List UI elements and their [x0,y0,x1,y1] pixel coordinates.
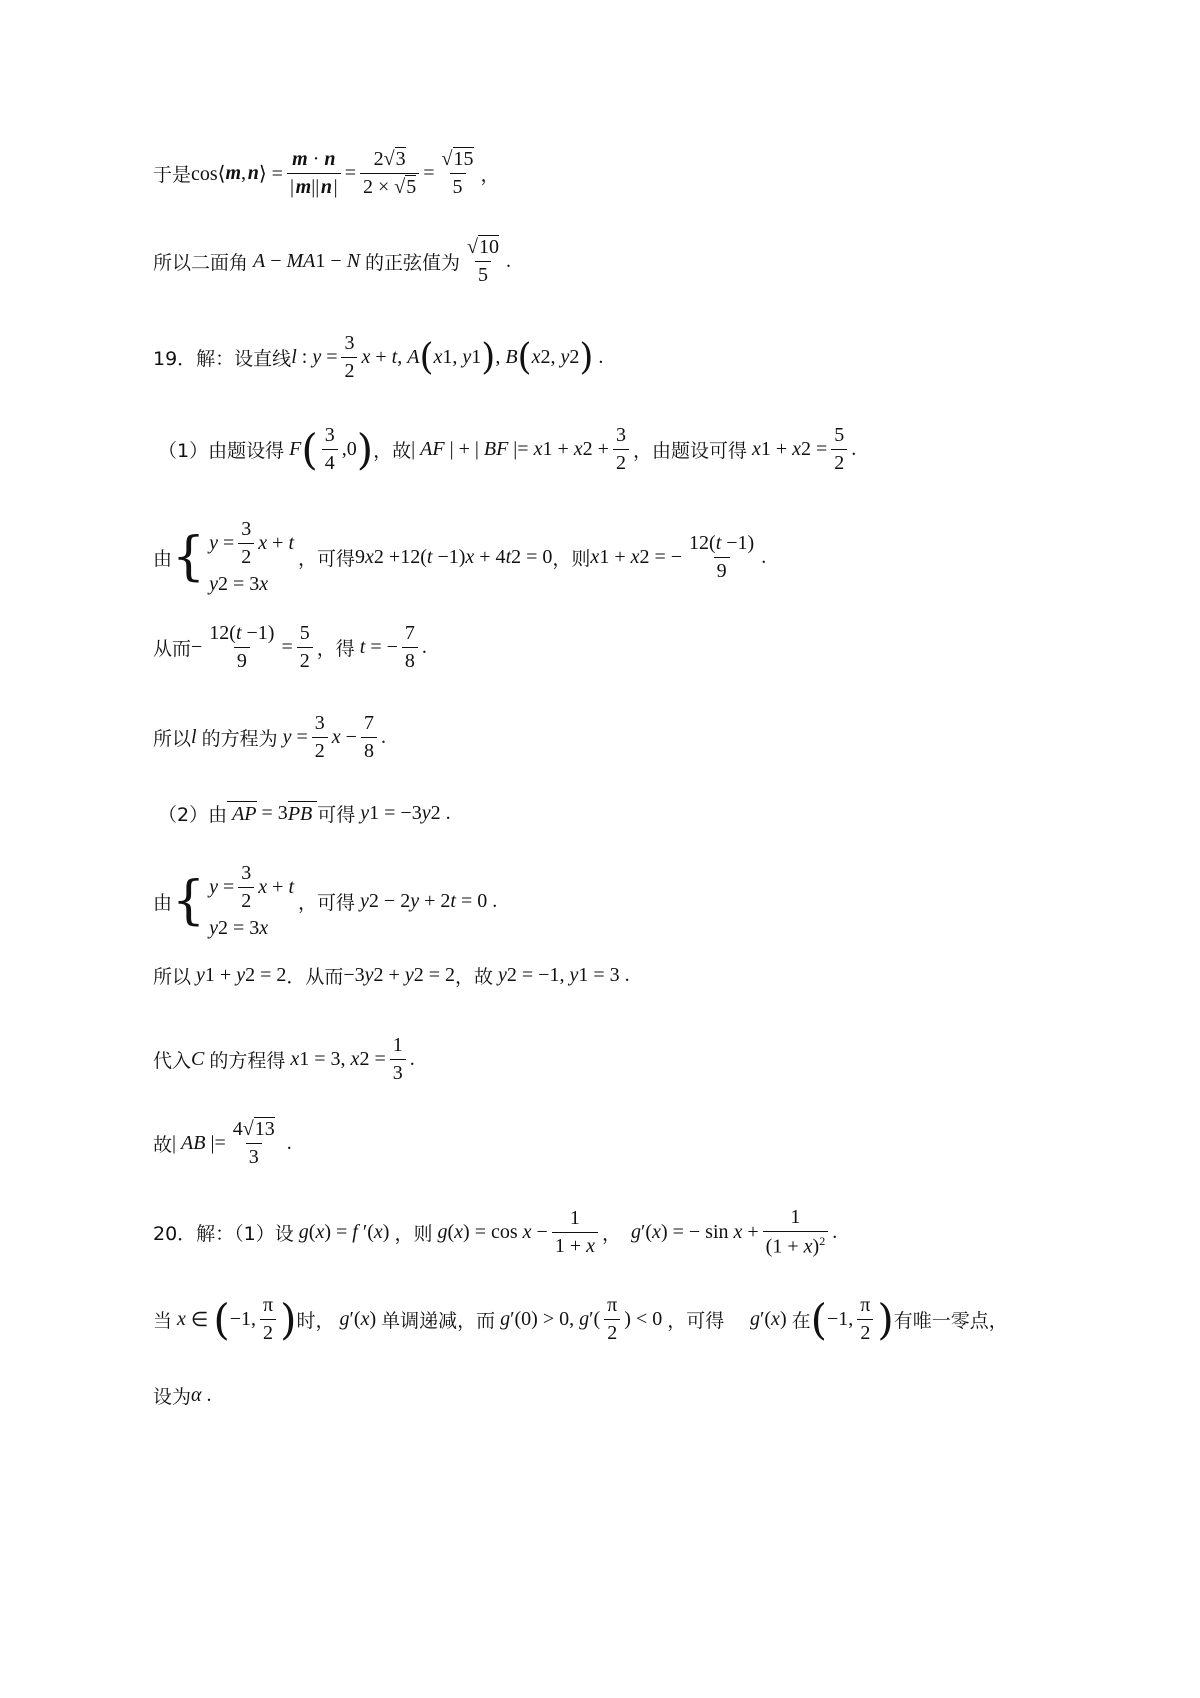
part2-line: （2）由 AP = 3 PB 可得 y 1 = −3 y 2 . [158,802,451,826]
text: ．从而 [286,966,344,988]
text: cos⟨ [191,163,226,185]
text: 于是 [153,164,192,186]
text: 可得 [317,804,356,826]
text: 所以二面角 [153,252,249,274]
text: 的方程为 [201,728,278,750]
text: ，可得 [298,891,356,914]
text: 单调递减，而 [381,1310,496,1332]
solve-t-line: 从而 − $\frac{12(t -1)}{9}$ = $\frac{5}{2}$ ，得 t = − $\frac{7}{8}$ . [153,622,427,672]
text: 故 [153,1134,173,1156]
text: 由 [153,891,173,914]
monotonic-line: 当 x ∈ ( −1, $\frac{\pi}{2}$ ) 时， g ′( x ) 单调递减，而 g ′(0) > 0, g ′( $\frac{\pi}{2}$ ) < 0 ，可得 [153,1294,725,1344]
text: ，可得 [667,1310,725,1332]
text: 设为 [153,1386,192,1408]
text: （2）由 [158,804,228,826]
text: ，故 [373,440,412,462]
text: ，则 [394,1222,433,1245]
text: 所以 [153,728,192,750]
text: 由 [153,547,173,570]
text: ，故 [455,966,494,988]
problem-20-line: 20．解：（1）设 g ( x ) = f ′( x ) ，则 g ( x ) = cos x − $\frac{1}{1 + x}$ ， g ′( x ) = − sin x + $\frac{1}{(1 + x)^2}$ . [153,1206,838,1258]
text: 的方程得 [209,1050,286,1072]
system-line-2: 由 { y = $\frac{3}{2}$ x + t y 2 = 3 x ，可得 y 2 − 2 y + 2 t = 0 . [153,862,498,939]
text: 20．解：（1）设 [153,1222,294,1245]
text: ， [601,1222,621,1245]
text: 代入 [153,1050,192,1072]
text: （1）由题设得 [158,440,285,462]
line-equation: 所以 l 的方程为 y = $\frac{3}{2}$ x − $\frac{7}{8}$ . [153,712,386,762]
text: ，则 [552,547,591,570]
cosine-line: 于是 cos⟨ m , n ⟩ = $\frac{m \cdot n}{| m|| n |}$ = $\frac{2√3}{2 \times √5}$ = $\frac{√15}{5}$ ， [153,148,500,198]
substitute-line: 代入 C 的方程得 x 1 = 3, x 2 = $\frac{1}{3}$ . [153,1034,415,1084]
text: ，由题设可得 [632,440,747,462]
text: 从而 [153,638,192,660]
text: 所以 [153,966,192,988]
ab-length-line: 故 | AB |= $\frac{4√13}{3}$ . [153,1118,292,1168]
text: 时， [296,1310,335,1332]
text: ，可得 [298,547,356,570]
text: 19．解：设直线 [153,348,292,370]
problem-19-line: 19．解：设直线 l : y = $\frac{3}{2}$ x + t , A ( x 1 , y 1 ) , B ( x 2 , y 2 ) . [153,332,604,382]
monotonic-line-tail: g ′( x ) 在 ( −1, $\frac{\pi}{2}$ ) 有唯一零点， [750,1294,1008,1344]
sum-line: 所以 y 1 + y 2 = 2 ．从而 −3 y 2 + y 2 = 2 ，故 y 2 = −1, y 1 = 3 . [153,964,630,988]
alpha-line: 设为 α . [153,1384,212,1408]
text: 当 [153,1310,173,1332]
text: 的正弦值为 [365,252,461,274]
system-line-1: 由 { y = $\frac{3}{2}$ x + t y 2 = 3 x ，可得 9 x 2 +12( t −1) x + 4 t 2 = 0 ，则 x 1 + x 2 = − $\frac{12(t -1)}{9}$ . [153,518,767,595]
text: ，得 [316,638,355,660]
part1-line: （1）由题设得 F ( $\frac{3}{4}$ ,0 ) ，故 | AF | + | BF |= x 1 + x 2 + $\frac{3}{2}$ ，由题设可得 x 1 + x 2 = $\frac{5}{2}$ . [158,424,857,474]
sine-line: 所以二面角 A − MA 1 − N 的正弦值为 $\frac{√10}{5}$ . [153,236,512,286]
text: 有唯一零点， [893,1310,1008,1332]
text: ， [480,164,500,186]
